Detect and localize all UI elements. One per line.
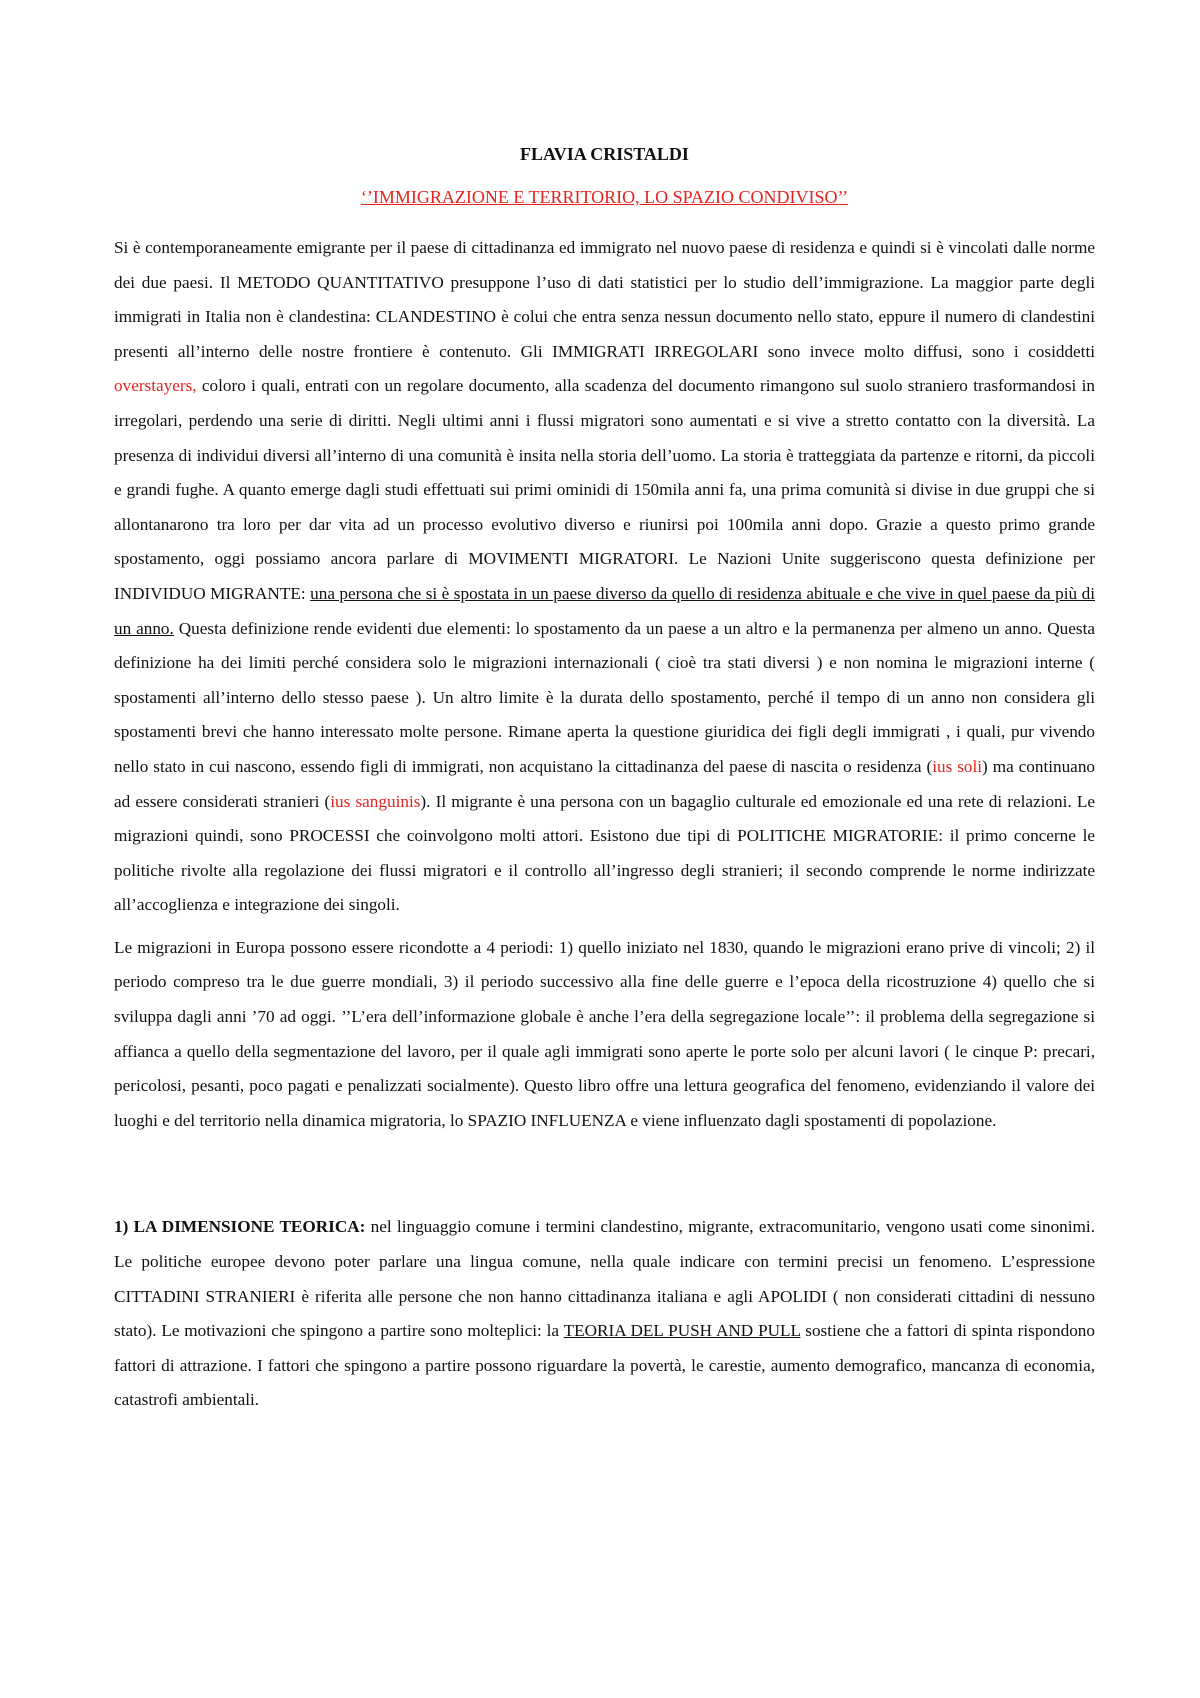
paragraph-text: ) ma continuano ad essere considerati stranieri ( — [114, 756, 1096, 811]
term-overstayers: overstayers, — [114, 376, 197, 396]
paragraph-text: Si è contemporaneamente emigrante per il paese di cittadinanza ed immigrato nel nuovo paese di residenza e quindi si è vincolati dalle norme dei due paesi. Il METODO QUANTITATIVO presuppone l’uso di dati statistici per lo studio dell’immigrazione. La maggior parte degli immigrati in Italia non è clandestina: CLANDESTINO è colui che entra senza nessun documento nello stato, eppure il numero di clandestini presenti all’interno delle nostre frontiere è contenuto. Gli IMMIGRATI IRREGOLARI sono invece molto diffusi, sono i cosiddetti — [114, 238, 1095, 361]
author-name: FLAVIA CRISTALDI — [520, 144, 689, 164]
push-pull-theory: TEORIA DEL PUSH AND PULL — [563, 1321, 801, 1341]
section-heading: 1) LA DIMENSIONE TEORICA: — [114, 1217, 366, 1237]
paragraph-introduction — [114, 231, 1095, 923]
paragraph-text: nel linguaggio comune i termini clandestino, migrante, extracomunitario, vengono usati come sinonimi. Le politiche europee devono poter parlare una lingua comune, nella quale indicare con termini precisi un fenomeno. L’espressione CITTADINI STRANIERI è riferita alle persone che non hanno cittadinanza italiana e agli APOLIDI ( non considerati cittadini di nessuno stato). Le motivazioni che spingono a partire sono molteplici: la — [114, 1217, 1095, 1341]
paragraph-spacer — [114, 923, 1095, 931]
migrant-definition: una persona che si è spostata in un paese diverso da quello di residenza abituale e che vive in quel paese da più di un anno. — [114, 583, 1096, 638]
paragraph-text: sostiene che a fattori di spinta rispondono fattori di attrazione. I fattori che spingono a partire possono riguardare la povertà, le carestie, aumento demografico, mancanza di economia, catastrofi ambientali. — [114, 1321, 1095, 1410]
term-ius-sanguinis: ius sanguinis — [330, 791, 421, 811]
book-title-text: ‘’IMMIGRAZIONE E TERRITORIO, LO SPAZIO CONDIVISO’’ — [360, 187, 849, 207]
term-ius-soli: ius soli — [932, 756, 983, 776]
paragraph-text: ). Il migrante è una persona con un bagaglio culturale ed emozionale ed una rete di relazioni. Le migrazioni quindi, sono PROCESSI che coinvolgono molti attori. Esistono due tipi di POLITICHE MIGRATORIE: il primo concerne le politiche rivolte alla regolazione dei flussi migratori e il controllo all’ingresso degli stranieri; il secondo comprende le norme indirizzate all’accoglienza e integrazione dei singoli. — [114, 791, 1095, 915]
paragraph-text: coloro i quali, entrati con un regolare documento, alla scadenza del documento rimangono sul suolo straniero trasformandosi in irregolari, perdendo una serie di diritti. Negli ultimi anni i flussi migratori sono aumentati e si vive a stretto contatto con la diversità. La presenza di individui diversi all’interno di una comunità è insita nella storia dell’uomo. La storia è tratteggiata da partenze e ritorni, da piccoli e grandi fughe. A quanto emerge dagli studi effettuati sui primi ominidi di 150mila anni fa, una prima comunità si divise in due gruppi che si allontanarono tra loro per dar vita ad un processo evolutivo diverso e riunirsi poi 100mila anni dopo. Grazie a questo primo grande spostamento, oggi possiamo ancora parlare di MOVIMENTI MIGRATORI. Le Nazioni Unite suggeriscono questa definizione per INDIVIDUO MIGRANTE: — [114, 376, 1095, 603]
section-spacer — [114, 1138, 1095, 1210]
paragraph-text: Questa definizione rende evidenti due elementi: lo spostamento da un paese a un altro e la permanenza per almeno un anno. Questa definizione ha dei limiti perché considera solo le migrazioni internazionali ( cioè tra stati diversi ) e non nomina le migrazioni interne ( spostamenti all’interno dello stesso paese ). Un altro limite è la durata dello spostamento, perché il tempo di un anno non considera gli spostamenti brevi che hanno interessato molte persone. Rimane aperta la questione giuridica dei figli degli immigrati , i quali, pur vivendo nello stato in cui nascono, essendo figli di immigrati, non acquistano la cittadinanza del paese di nascita o residenza ( — [114, 618, 1095, 776]
book-title — [114, 185, 1095, 209]
paragraph-periods: Le migrazioni in Europa possono essere ricondotte a 4 periodi: 1) quello iniziato nel 1830, quando le migrazioni erano prive di vincoli; 2) il periodo compreso tra le due guerre mondiali, 3) il periodo successivo alla fine delle guerre e l’epoca della ricostruzione 4) quello che si sviluppa dagli anni ’70 ad oggi. ’’L’era dell’informazione globale è anche l’era della segregazione locale’’: il problema della segregazione si affianca a quello della segmentazione del lavoro, per il quale agli immigrati sono aperte le porte solo per alcuni lavori ( le cinque P: precari, pericolosi, pesanti, poco pagati e penalizzati socialmente). Questo libro offre una lettura geografica del fenomeno, evidenziando il valore dei luoghi e del territorio nella dinamica migratoria, lo SPAZIO INFLUENZA e viene influenzato dagli spostamenti di popolazione. — [114, 937, 1095, 1130]
paragraph-theoretical-dimension — [114, 1210, 1095, 1418]
